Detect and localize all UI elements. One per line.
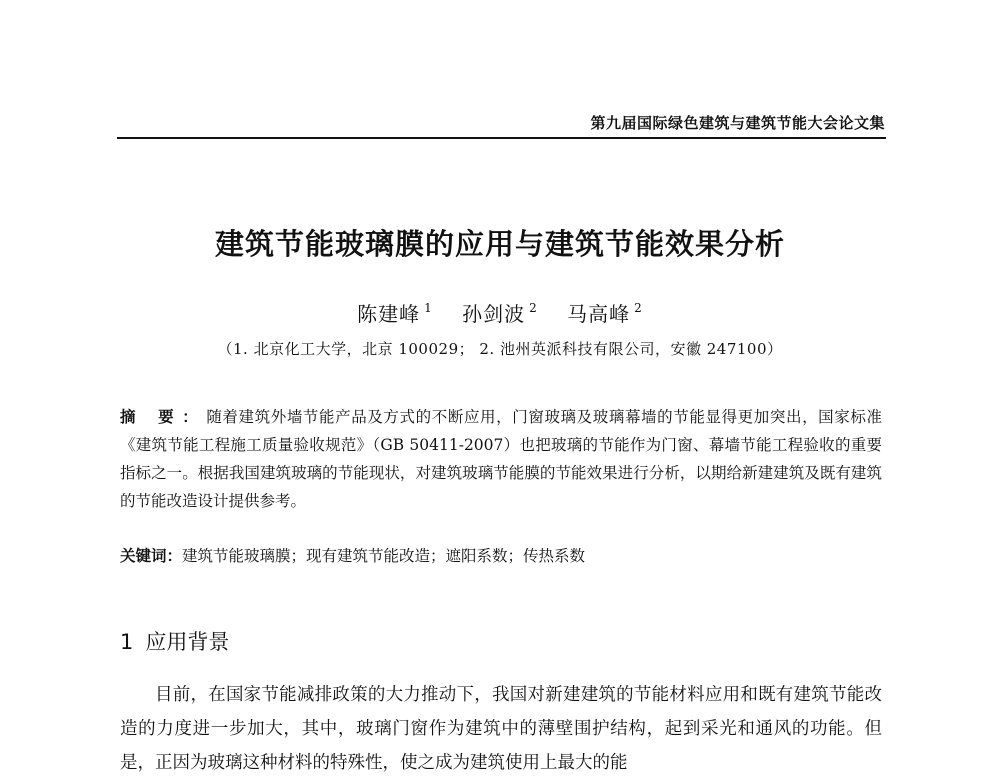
keywords-label: 关键词： (120, 547, 183, 565)
author (357, 298, 433, 327)
abstract-text: 随着建筑外墙节能产品及方式的不断应用，门窗玻璃及玻璃幕墙的节能显得更加突出，国家标准《建筑节能工程施工质量验收规范》（GB 50411-2007）也把玻璃的节能作为门窗、幕墙节能工程验收的重要指标之一。根据我国建筑玻璃的节能现状，对建筑玻璃节能膜的节能效果进行分析，以期给新建建筑及既有建筑的节能改造设计提供参考。 (120, 408, 882, 510)
body-paragraph: 目前，在国家节能减排政策的大力推动下，我国对新建建筑的节能材料应用和既有建筑节能改造的力度进一步加大，其中，玻璃门窗作为建筑中的薄壁围护结构，起到采光和通风的功能。但是，正因为玻璃这种材料的特殊性，使之成为建筑使用上最大的能 (120, 685, 882, 773)
section-number: 1 (120, 630, 134, 654)
author-affiliation-mark: 2 (634, 301, 643, 315)
keywords (120, 542, 882, 570)
header-rule (117, 137, 886, 139)
author-name: 孙剑波 (462, 302, 526, 326)
running-header: 第九届国际绿色建筑与建筑节能大会论文集 (590, 114, 885, 132)
author-name: 陈建峰 (357, 302, 421, 326)
author-name: 马高峰 (567, 302, 631, 326)
author-list (0, 298, 1000, 327)
paper-title: 建筑节能玻璃膜的应用与建筑节能效果分析 (214, 227, 785, 261)
affiliations: （1. 北京化工大学，北京 100029； 2. 池州英派科技有限公司，安徽 247100） (217, 340, 783, 358)
author-affiliation-mark: 1 (424, 301, 433, 315)
abstract (120, 403, 882, 515)
section-title: 应用背景 (145, 630, 230, 654)
author (462, 298, 538, 327)
section-heading (120, 626, 229, 656)
keywords-text: 建筑节能玻璃膜；现有建筑节能改造；遮阳系数；传热系数 (182, 547, 586, 565)
abstract-label: 摘 要： (120, 408, 207, 426)
author (567, 298, 643, 327)
author-affiliation-mark: 2 (529, 301, 538, 315)
